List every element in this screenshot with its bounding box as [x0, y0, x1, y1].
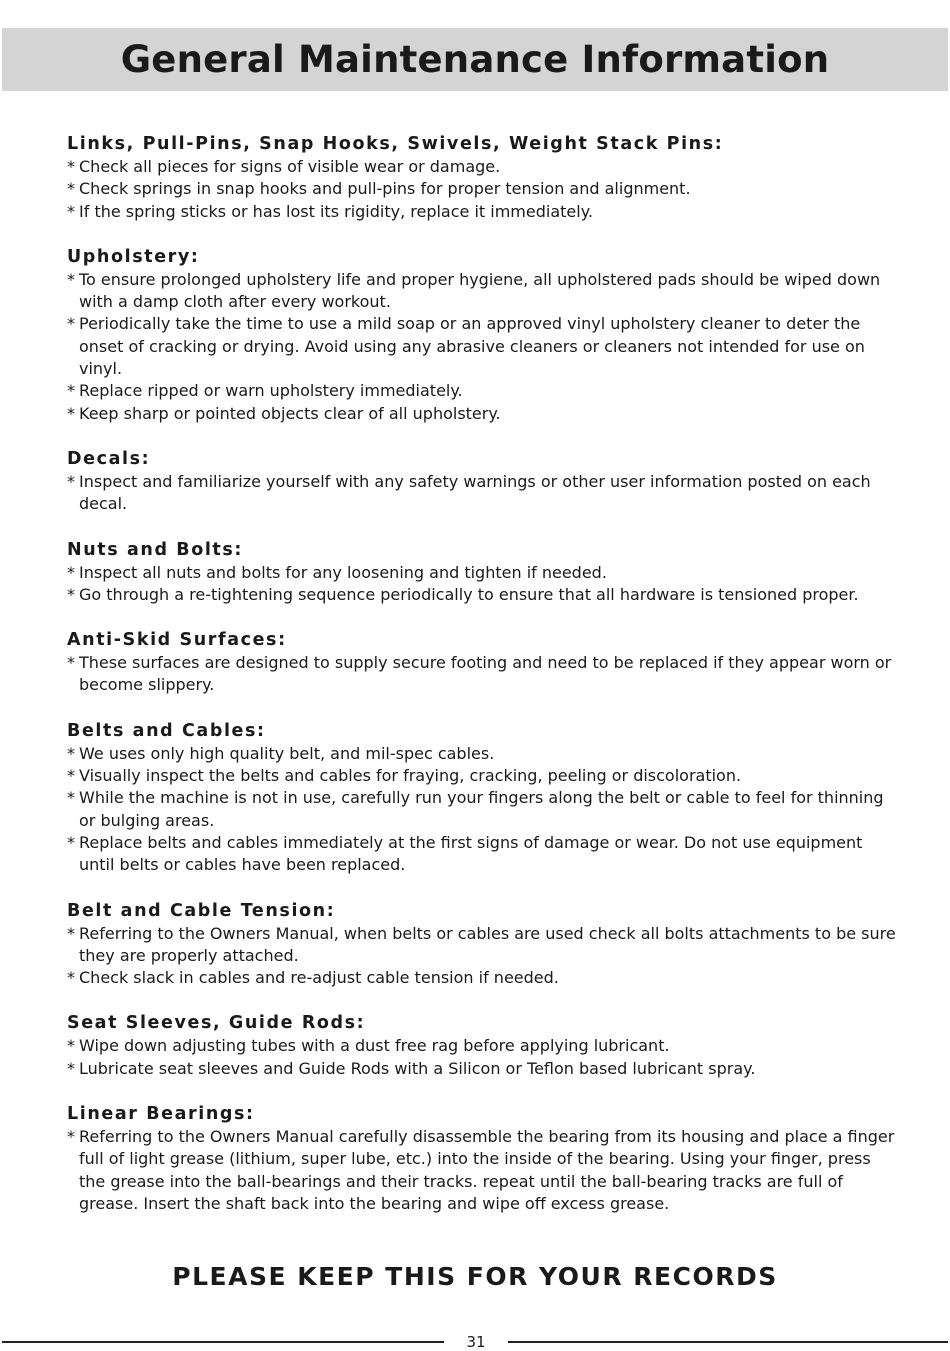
list-item [67, 178, 897, 200]
section-heading: Links, Pull-Pins, Snap Hooks, Swivels, Weight Stack Pins: [67, 134, 724, 154]
asterisk-bullet: * [67, 743, 75, 763]
footer-rule-left [2, 1341, 444, 1343]
list-item-text: Inspect and familiarize yourself with any safety warnings or other user information posted on each decal. [79, 471, 871, 514]
asterisk-bullet: * [67, 653, 75, 673]
list-item-text: Wipe down adjusting tubes with a dust free rag before applying lubricant. [79, 1036, 670, 1056]
maintenance-section [67, 720, 897, 877]
list-item-text: If the spring sticks or has lost its rigidity, replace it immediately. [79, 201, 593, 221]
list-item [67, 156, 897, 178]
list-item-text: Periodically take the time to use a mild soap or an approved vinyl upholstery cleaner to deter the onset of cracking or drying. Avoid using any abrasive cleaners or cleaners not intended for use on vinyl. [79, 314, 865, 379]
asterisk-bullet: * [67, 179, 75, 199]
maintenance-section [67, 900, 897, 990]
list-item-text: Replace ripped or warn upholstery immediately. [79, 381, 463, 401]
asterisk-bullet: * [67, 1127, 75, 1147]
maintenance-section [67, 246, 897, 425]
section-heading: Belts and Cables: [67, 720, 266, 741]
list-item [67, 1035, 897, 1057]
asterisk-bullet: * [67, 562, 75, 582]
list-item [67, 269, 897, 314]
list-item [67, 313, 897, 380]
list-item [67, 832, 897, 877]
asterisk-bullet: * [67, 201, 75, 221]
section-heading: Nuts and Bolts: [67, 539, 244, 560]
title-banner [2, 28, 948, 91]
list-item-text: Replace belts and cables immediately at the first signs of damage or wear. Do not use equipment until belts or cables have been replaced. [79, 832, 863, 875]
list-item-text: Referring to the Owners Manual carefully disassemble the bearing from its housing and place a finger full of light grease (lithium, super lube, etc.) into the inside of the bearing. Using your finger, press the grease into the ball-bearings and their tracks. repeat until the ball-bearing tracks are full of grease. Insert the shaft back into the bearing and wipe off excess grease. [79, 1127, 895, 1213]
section-heading: Anti-Skid Surfaces: [67, 630, 287, 651]
section-heading: Linear Bearings: [67, 1104, 255, 1125]
maintenance-section [67, 1103, 897, 1215]
list-item [67, 584, 897, 606]
asterisk-bullet: * [67, 1036, 75, 1056]
list-item-text: Check springs in snap hooks and pull-pins for proper tension and alignment. [79, 179, 691, 199]
list-item [67, 652, 897, 697]
section-heading: Decals: [67, 448, 151, 469]
list-item [67, 923, 897, 968]
list-item-text: These surfaces are designed to supply secure footing and need to be replaced if they appear worn or become slippery. [79, 653, 892, 695]
asterisk-bullet: * [67, 766, 75, 786]
list-item-text: Inspect all nuts and bolts for any loosening and tighten if needed. [79, 562, 607, 582]
list-item [67, 1126, 897, 1215]
list-item-text: Visually inspect the belts and cables for fraying, cracking, peeling or discoloration. [79, 766, 742, 786]
page-title: General Maintenance Information [120, 38, 830, 81]
list-item-text: Check slack in cables and re-adjust cable tension if needed. [79, 968, 559, 988]
asterisk-bullet: * [67, 314, 75, 334]
section-heading: Belt and Cable Tension: [67, 900, 336, 921]
list-item-text: Lubricate seat sleeves and Guide Rods with a Silicon or Teflon based lubricant spray. [79, 1058, 756, 1078]
list-item-text: To ensure prolonged upholstery life and proper hygiene, all upholstered pads should be wiped down with a damp cloth after every workout. [79, 269, 881, 312]
asterisk-bullet: * [67, 381, 75, 401]
asterisk-bullet: * [67, 403, 75, 423]
asterisk-bullet: * [67, 832, 75, 852]
maintenance-section [67, 629, 897, 697]
list-item-text: Go through a re-tightening sequence periodically to ensure that all hardware is tensioned proper. [79, 584, 859, 604]
list-item-text: While the machine is not in use, carefully run your fingers along the belt or cable to feel for thinning or bulging areas. [79, 788, 884, 830]
asterisk-bullet: * [67, 923, 75, 943]
maintenance-content [67, 133, 897, 1238]
maintenance-section [67, 1012, 897, 1080]
footer-rule-right [508, 1341, 948, 1343]
page-number: 31 [466, 1333, 486, 1351]
list-item [67, 743, 897, 765]
asterisk-bullet: * [67, 157, 75, 176]
list-item [67, 380, 897, 402]
asterisk-bullet: * [67, 269, 75, 289]
list-item [67, 765, 897, 787]
asterisk-bullet: * [67, 584, 75, 604]
records-note: PLEASE KEEP THIS FOR YOUR RECORDS [172, 1262, 778, 1291]
asterisk-bullet: * [67, 788, 75, 808]
list-item [67, 1058, 897, 1080]
list-item [67, 967, 897, 989]
list-item [67, 201, 897, 223]
asterisk-bullet: * [67, 968, 75, 988]
list-item-text: Keep sharp or pointed objects clear of all upholstery. [79, 403, 501, 423]
asterisk-bullet: * [67, 471, 75, 491]
asterisk-bullet: * [67, 1058, 75, 1078]
list-item-text: We uses only high quality belt, and mil-spec cables. [79, 743, 495, 763]
list-item-text: Referring to the Owners Manual, when belts or cables are used check all bolts attachments to be sure they are properly attached. [79, 923, 896, 965]
list-item [67, 471, 897, 516]
section-heading: Upholstery: [67, 246, 200, 267]
maintenance-section [67, 448, 897, 516]
list-item-text: Check all pieces for signs of visible wear or damage. [79, 157, 501, 176]
section-heading: Seat Sleeves, Guide Rods: [67, 1013, 366, 1034]
list-item [67, 787, 897, 832]
maintenance-section [67, 133, 897, 223]
maintenance-section [67, 539, 897, 607]
list-item [67, 562, 897, 584]
list-item [67, 403, 897, 425]
